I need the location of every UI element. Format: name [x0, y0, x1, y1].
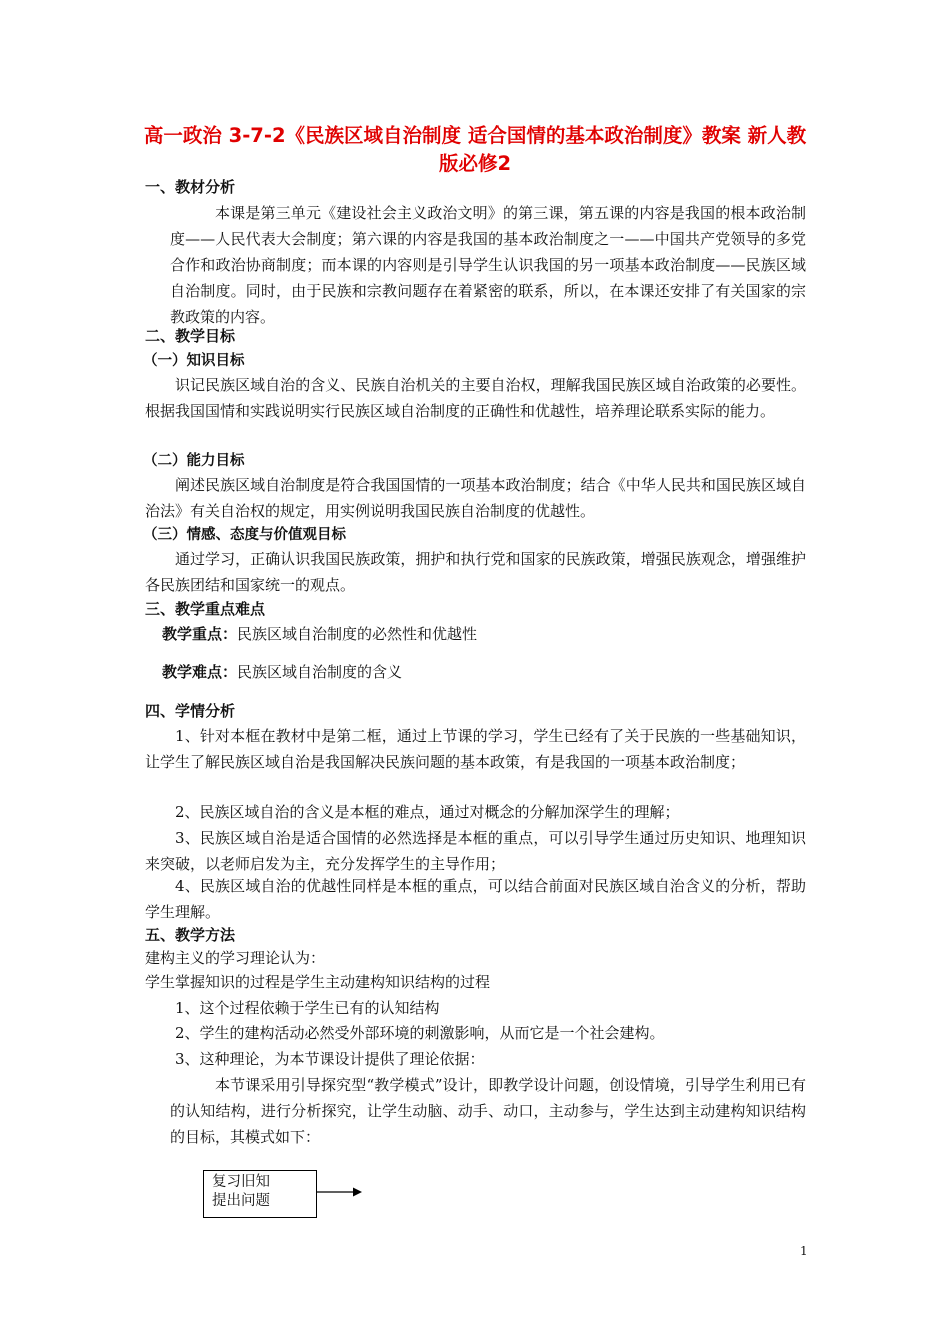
student-analysis-item-4: 4、民族区域自治的优越性同样是本框的重点，可以结合前面对民族区域自治含义的分析，帮助学生理解。	[145, 877, 806, 921]
subheading-emotion-attitude-values: （三）情感、态度与价值观目标	[143, 527, 346, 543]
subheading-ability-objectives: （二）能力目标	[143, 453, 245, 469]
constructivism-intro: 建构主义的学习理论认为：	[145, 949, 326, 967]
student-analysis-item-3: 3、民族区域自治是适合国情的必然选择是本框的重点，可以引导学生通过历史知识、地理知识来突破，以老师启发为主，充分发挥学生的主导作用；	[145, 829, 806, 873]
flowchart-box-line-2: 提出问题	[212, 1193, 270, 1209]
difficult-point-text: 民族区域自治制度的含义	[237, 663, 403, 681]
key-point-label: 教学重点：	[162, 625, 238, 643]
method-point-1: 1、这个过程依赖于学生已有的认知结构	[175, 999, 440, 1017]
teaching-model-paragraph: 本节课采用引导探究型“教学模式”设计，即教学设计问题，创设情境，引导学生利用已有的认知结构，进行分析探究，让学生动脑、动手、动口，主动参与，学生达到主动建构知识结构的目标，其模式如下：	[170, 1076, 806, 1146]
student-analysis-item-2: 2、民族区域自治的含义是本框的难点，通过对概念的分解加深学生的理解；	[175, 803, 680, 821]
knowledge-objectives-paragraph: 识记民族区域自治的含义、民族自治机关的主要自治权，理解我国民族区域自治政策的必要性。根据我国国情和实践说明实行民族区域自治制度的正确性和优越性，培养理论联系实际的能力。	[145, 376, 806, 420]
difficult-point-label: 教学难点：	[162, 663, 238, 681]
page-title: 高一政治 3-7-2《民族区域自治制度 适合国情的基本政治制度》教案 新人教版必修2	[143, 124, 807, 175]
flowchart-box-review	[203, 1170, 317, 1218]
section-heading-student-analysis: 四、学情分析	[145, 702, 236, 720]
section-heading-teaching-objectives: 二、教学目标	[145, 327, 236, 345]
method-point-3: 3、这种理论，为本节课设计提供了理论依据：	[175, 1050, 485, 1068]
student-analysis-item-1: 1、针对本框在教材中是第二框，通过上节课的学习，学生已经有了关于民族的一些基础知识，让学生了解民族区域自治是我国解决民族问题的基本政策，有是我国的一项基本政治制度；	[145, 727, 806, 771]
key-point-text: 民族区域自治制度的必然性和优越性	[237, 625, 478, 643]
flowchart-box-line-1: 复习旧知	[212, 1174, 270, 1190]
ability-objectives-paragraph: 阐述民族区域自治制度是符合我国国情的一项基本政治制度；结合《中华人民共和国民族区域自治法》有关自治权的规定，用实例说明我国民族自治制度的优越性。	[145, 476, 806, 520]
page-number: 1	[800, 1244, 808, 1258]
section-heading-teaching-method: 五、教学方法	[145, 926, 236, 944]
textbook-analysis-paragraph: 本课是第三单元《建设社会主义政治文明》的第三课，第五课的内容是我国的根本政治制度——人民代表大会制度；第六课的内容是我国的基本政治制度之一——中国共产党领导的多党合作和政治协商制度；而本课的内容则是引导学生认识我国的另一项基本政治制度——民族区域自治制度。同时，由于民族和宗教问题存在着紧密的联系，所以，在本课还安排了有关国家的宗教政策的内容。	[170, 204, 806, 326]
emotion-objectives-paragraph: 通过学习，正确认识我国民族政策，拥护和执行党和国家的民族政策，增强民族观念，增强维护各民族团结和国家统一的观点。	[145, 550, 806, 594]
key-point-line	[162, 623, 477, 645]
constructivism-statement: 学生掌握知识的过程是学生主动建构知识结构的过程	[145, 973, 491, 991]
subheading-knowledge-objectives: （一）知识目标	[143, 353, 245, 369]
section-heading-key-difficult-points: 三、教学重点难点	[145, 600, 266, 618]
difficult-point-line	[162, 661, 402, 683]
section-heading-textbook-analysis: 一、教材分析	[145, 178, 236, 196]
flowchart-arrow-icon	[317, 1185, 363, 1199]
method-point-2: 2、学生的建构活动必然受外部环境的刺激影响，从而它是一个社会建构。	[175, 1024, 665, 1042]
